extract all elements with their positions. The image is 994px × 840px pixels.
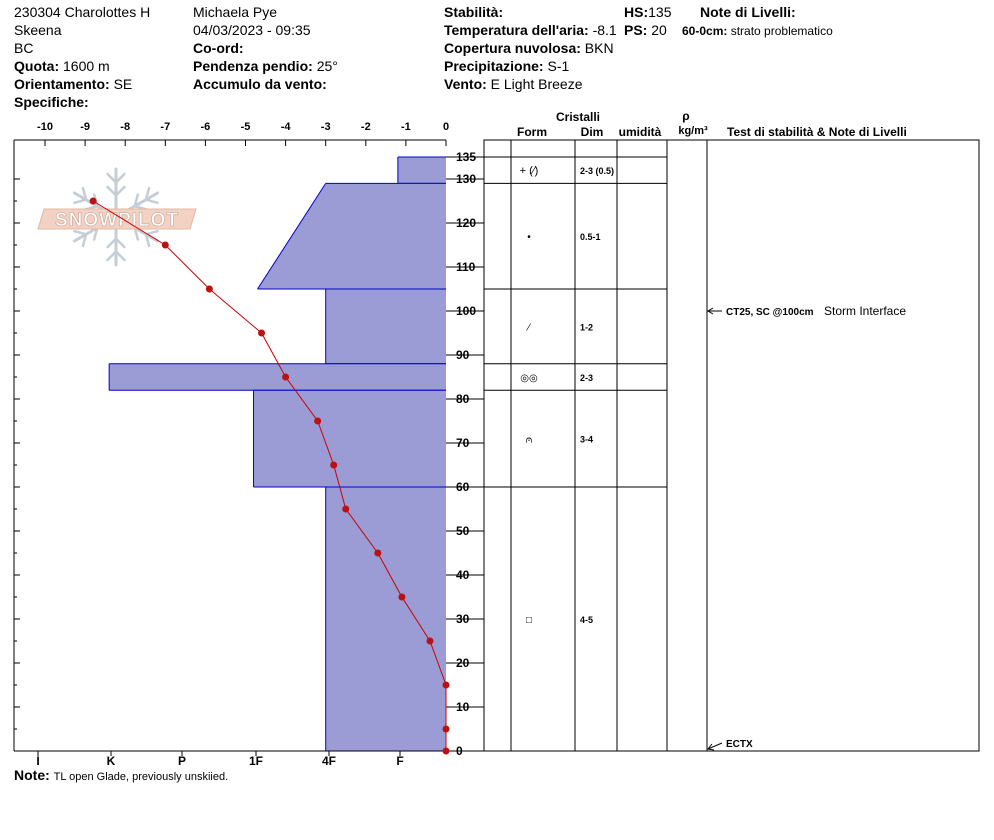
- snowpilot-watermark: [38, 169, 196, 265]
- layer-form-4: ⩀: [525, 434, 533, 446]
- height-tick-label: 70: [456, 436, 470, 450]
- layer-table: [484, 109, 979, 751]
- wind-label: Vento:: [444, 76, 487, 92]
- height-tick-label: 50: [456, 524, 470, 538]
- watermark-text: SNOWPILOT: [54, 210, 180, 231]
- header-size: Dim: [580, 125, 604, 139]
- temp-tick-label: -4: [280, 121, 291, 133]
- stability-label: Stabilità:: [444, 4, 504, 20]
- layer-note-text: strato problematico: [730, 24, 833, 38]
- note: [14, 767, 228, 785]
- temp-tick-label: -9: [80, 121, 90, 133]
- slope-label: Pendenza pendio:: [193, 58, 313, 74]
- header-tests: Test di stabilità & Note di Livelli: [727, 125, 907, 139]
- ps-label: PS:: [624, 22, 648, 38]
- hs-value: 135: [648, 4, 672, 20]
- temperature-point: [314, 418, 321, 425]
- precip-label: Precipitazione:: [444, 58, 544, 74]
- height-tick-label: 130: [456, 172, 477, 186]
- height-tick-label: 10: [456, 700, 470, 714]
- height-tick-label: 40: [456, 568, 470, 582]
- temp-tick-label: -5: [240, 121, 251, 133]
- height-tick-label: 90: [456, 348, 470, 362]
- temperature-point: [398, 594, 405, 601]
- air-temp-value: -8.1: [592, 22, 617, 38]
- hardness-tick-label: K: [106, 754, 116, 768]
- layer-size-4: 3-4: [580, 434, 594, 445]
- sky-label: Copertura nuvolosa:: [444, 40, 581, 56]
- hardness-layer-3: [109, 364, 446, 390]
- hardness-layer-2: [326, 289, 446, 364]
- height-tick-label: 60: [456, 480, 470, 494]
- precip-value: S-1: [547, 58, 570, 74]
- temp-tick-label: -3: [320, 121, 331, 133]
- temperature-point: [258, 330, 265, 337]
- layer-form-1: •: [527, 232, 531, 244]
- temp-tick-label: -1: [401, 121, 411, 133]
- observer: Michaela Pye: [193, 4, 278, 20]
- header-crystals: Cristalli: [555, 110, 601, 124]
- temperature-point: [330, 462, 337, 469]
- watermark-branch: [74, 231, 86, 234]
- temperature-point: [443, 726, 450, 733]
- wind-load-label: Accumulo da vento:: [193, 76, 327, 92]
- header-density-unit: kg/m³: [678, 125, 708, 137]
- layer-note-depth: 60-0cm:: [682, 24, 728, 38]
- sky-value: BKN: [584, 40, 614, 56]
- header-form: Form: [517, 125, 547, 139]
- layer-notes-label: Note di Livelli:: [700, 4, 796, 20]
- height-tick-label: 135: [456, 150, 477, 164]
- temp-tick-label: -2: [360, 121, 371, 133]
- layer-size-0: 2-3 (0.5): [580, 166, 615, 177]
- air-temp-label: Temperatura dell'aria:: [444, 22, 589, 38]
- hardness-layer-4: [254, 390, 446, 487]
- coord-label: Co-ord:: [193, 40, 244, 56]
- layer-size-5: 4-5: [580, 615, 594, 625]
- aspect-label: Orientamento:: [14, 76, 110, 92]
- pit-name: 230304 Charolottes H: [14, 4, 151, 20]
- test-label-0: CT25, SC @100cm: [726, 307, 814, 318]
- height-tick-label: 30: [456, 612, 470, 626]
- temp-tick-label: -8: [120, 121, 131, 133]
- layer-size-3: 2-3: [580, 373, 594, 383]
- height-tick-label: 80: [456, 392, 470, 406]
- test-note-0: Storm Interface: [824, 304, 907, 318]
- aspect-value: SE: [113, 76, 133, 92]
- temperature-point: [443, 682, 450, 689]
- hardness-profile: [109, 157, 446, 751]
- hardness-layer-5: [326, 487, 446, 751]
- temp-tick-label: -10: [37, 121, 53, 133]
- watermark-branch: [74, 200, 86, 203]
- temperature-point: [90, 198, 97, 205]
- layer-form-3: ◎◎: [520, 373, 538, 384]
- hardness-tick-label: I: [36, 754, 40, 768]
- height-tick-label: 0: [456, 744, 463, 758]
- hardness-tick-label: 4F: [321, 754, 337, 768]
- header-humidity: umidità: [618, 125, 662, 139]
- hardness-tick-label: 1F: [248, 754, 264, 768]
- hs-label: HS:: [624, 4, 649, 20]
- watermark-branch: [146, 200, 158, 203]
- wind-value: E Light Breeze: [490, 76, 583, 92]
- temp-tick-label: -6: [200, 121, 211, 133]
- temperature-point: [426, 638, 433, 645]
- layer-form-0: + (⁄): [519, 165, 539, 178]
- header-rho: ρ: [682, 109, 690, 123]
- slope-value: 25°: [316, 58, 338, 74]
- datetime: 04/03/2023 - 09:35: [193, 22, 311, 38]
- temperature-point: [374, 550, 381, 557]
- test-label-1: ECTX: [726, 739, 753, 750]
- hardness-tick-label: F: [396, 754, 404, 768]
- note-text: TL open Glade, previously unskiied.: [53, 771, 229, 783]
- layer-form-5: □: [525, 615, 533, 626]
- note-label: Note:: [14, 767, 50, 783]
- table-frame: [484, 140, 979, 751]
- height-tick-label: 110: [456, 260, 476, 274]
- province: BC: [14, 40, 34, 56]
- layer-size-1: 0.5-1: [580, 232, 601, 243]
- elevation-value: 1600 m: [63, 58, 110, 74]
- elevation-label: Quota:: [14, 58, 60, 74]
- layer-form-2: ⁄: [528, 322, 530, 334]
- specifics-label: Specifiche:: [14, 94, 89, 110]
- temp-tick-label: 0: [442, 121, 450, 133]
- ps-value: 20: [651, 22, 667, 38]
- hardness-layer-0: [398, 157, 446, 183]
- hardness-layer-1: [258, 183, 446, 289]
- temperature-point: [206, 286, 213, 293]
- temp-tick-label: -7: [160, 121, 171, 133]
- temperature-point: [282, 374, 289, 381]
- temperature-point: [443, 748, 450, 755]
- temperature-point: [342, 506, 349, 513]
- region: Skeena: [14, 22, 62, 38]
- hardness-tick-label: P: [177, 754, 187, 768]
- temperature-point: [162, 242, 169, 249]
- layer-size-2: 1-2: [580, 322, 594, 333]
- height-tick-label: 100: [456, 304, 477, 318]
- height-tick-label: 20: [456, 656, 470, 670]
- height-tick-label: 120: [456, 216, 477, 230]
